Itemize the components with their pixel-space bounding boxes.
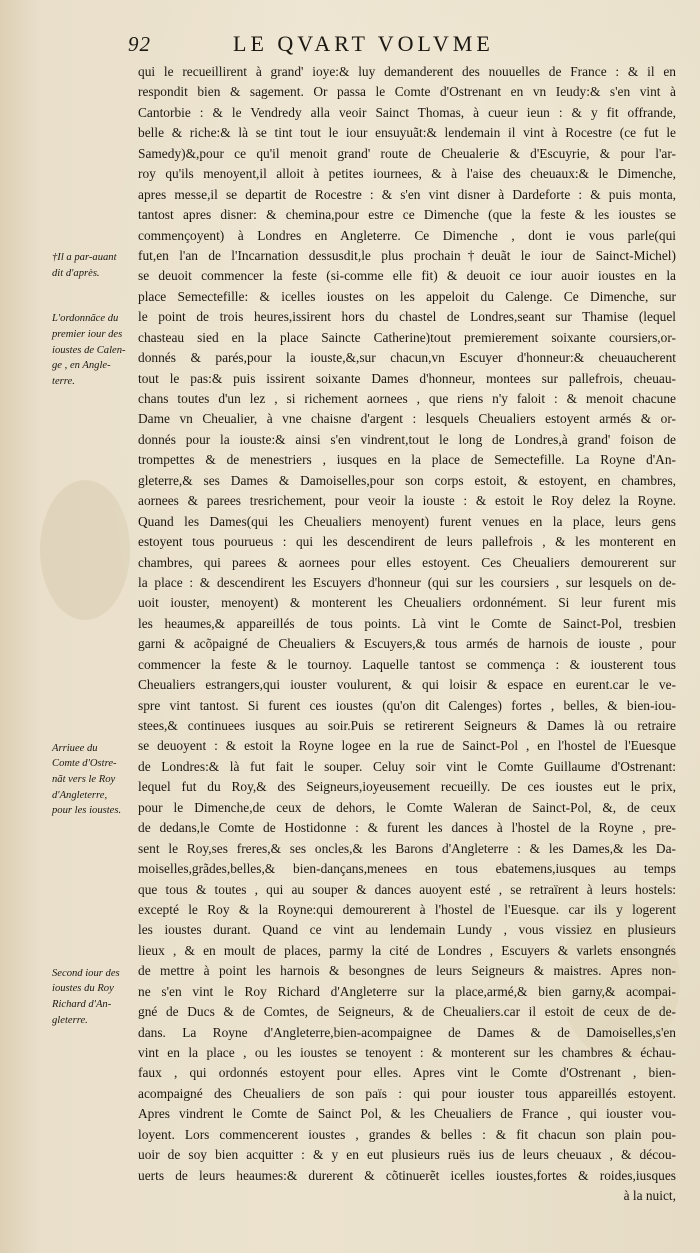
text-line: Samedy)&,pour ce qu'il menoit grand' route de Cheualerie & d'Escuyrie, & pour l'ar- <box>138 145 676 161</box>
text-line: la place : & descendirent les Escuyers d'honneur (qui sur les coursiers , sur lesquels on de- <box>138 574 676 590</box>
text-line: Dame vn Cheualier, à vne chaisne d'argent : lesquels Cheualiers estoyent armés & or- <box>138 411 676 427</box>
margin-note-line: premier iour des <box>52 328 123 340</box>
margin-note-line: nãt vers le Roy <box>52 774 116 786</box>
text-line: acompaigné des Cheualiers de son païs : qui pour iouster tous appareillés estoyent. <box>138 1085 676 1101</box>
margin-note-line: †Il a par-auant <box>52 252 117 264</box>
text-line: pour le Dimenche,de ceux de dehors, le Comte Waleran de Sainct-Pol, &, de ceux <box>138 799 676 815</box>
text-line: chasteau sied en la place Saincte Catherine)tout premierement soixante coursiers,or- <box>138 329 676 345</box>
text-line: à la nuict, <box>623 1188 676 1204</box>
page-header <box>118 32 688 58</box>
text-line: gné de Ducs & de Comtes, de Seigneurs, & de Cheualiers.car il estoit de ceux de de- <box>138 1004 676 1020</box>
text-line: Quand les Dames(qui les Cheualiers menoyent) furent venues en la place, leurs gens <box>138 513 676 529</box>
text-line: apres messe,il se departit de Rocestre : & s'en vint disner à Dardeforte : & puis monta, <box>138 186 676 202</box>
text-line: trompettes & de menestriers , iusques en la place de Semectefille. La Royne d'An- <box>138 452 676 468</box>
text-line: les heaumes,& appareillés de tous points. Là vint le Comte de Sainct-Pol, tresbien <box>138 615 676 631</box>
margin-note <box>52 741 136 819</box>
text-line: sent le Roy,ses freres,& ses oncles,& les Barons d'Angleterre : & les Dames,& les Da- <box>138 840 676 856</box>
paper-stain <box>40 480 130 620</box>
text-line: belle & riche:& là se tint tout le iour ensuyuãt:& lendemain il vint à Rocestre (ce fut le <box>138 125 676 141</box>
margin-note-line: Richard d'An- <box>52 998 112 1010</box>
text-line: vint en la place , ou les ioustes se tenoyent : & monterent sur les chambres & échau- <box>138 1045 676 1060</box>
text-line: donnés pour la iouste:& ainsi s'en vindrent,tout le long de Londres,à grand' foison de <box>138 431 676 447</box>
text-line: dans. La Royne d'Angleterre,bien-acompaignee de Dames & de Damoiselles,s'en <box>138 1024 676 1040</box>
text-line: commençoyent) à Londres en Angleterre. Ce Dimenche , dont ie vous parle(qui <box>138 227 676 243</box>
margin-note-line: dit d'après. <box>52 267 100 279</box>
text-line: qui le recueillirent à grand' ioye:& luy demanderent des nouuelles de France : & il en <box>138 64 676 79</box>
text-line: commencer la feste & le tournoy. Laquelle tantost se commença : & iousterent tous <box>138 656 676 672</box>
text-line: donnés & parés,pour la iouste,&,sur chacun,vn Escuyer d'honneur:& cheuaucherent <box>138 350 676 366</box>
text-line: aornees & parees tresrichement, pour veoir la iouste : & estoit le Roy delez la Royne. <box>138 493 676 509</box>
text-line: garni & acõpaigné de Cheualiers & Escuyers,& tous armés de harnois de iouste , pour <box>138 636 676 652</box>
text-line: excepté le Roy & la Royne:qui demourerent à l'hostel de l'Euesque. car ils y logerent <box>138 901 676 917</box>
text-line: Cheualiers estrangers,qui iouster voulurent, & qui loisir & espace en eurent.car le ve- <box>138 677 676 693</box>
margin-note-line: ioustes du Roy <box>52 983 114 995</box>
text-line: faux , qui ordonnés estoyent pour elles. Apres vint le Comte d'Ostrenant , bien- <box>138 1065 676 1081</box>
text-line: uoit iouster, menoyent) & monterent les Cheualiers ordonnément. Si leur furent mis <box>138 595 676 611</box>
margin-note-line: L'ordonnãce du <box>52 313 119 325</box>
text-line: de Londres:& là fut fait le souper. Celuy soir vint le Comte Guillaume d'Ostrenant: <box>138 758 676 774</box>
text-line: gleterre,& ses Dames & Damoiselles,pour son corps estoit, & estoyent, en chambres, <box>138 472 676 488</box>
text-line: spre vint tantost. Si furent ces ioustes (qu'on dit Calenges) fortes , belles, & bien-iou- <box>138 697 676 713</box>
text-line: ne s'en vint le Roy Richard d'Angleterre sur la place,armé,& bien garny,& acompai- <box>138 983 676 999</box>
text-line: de dedans,le Comte de Hostidonne : & furent les dances à l'hostel de la Royne , pre- <box>138 820 676 836</box>
text-line: de mettre à point les harnois & besongnes de leurs Seigneurs & maistres. Apres non- <box>138 963 676 979</box>
margin-note-line: Comte d'Ostre- <box>52 758 117 770</box>
text-line: que tous & toutes , qui au souper & dances auoyent esté , se retraïrent à leurs hostels: <box>138 881 676 897</box>
text-line: fut,en l'an de l'Incarnation dessusdit,le plus prochain†deuãt le iour de Sainct-Michel) <box>138 247 676 263</box>
margin-note-line: terre. <box>52 375 75 387</box>
main-text-column <box>138 62 676 1207</box>
page-number: 92 <box>128 32 151 56</box>
text-line: chans toutes d'un lez , si richement aornees , que riens n'y faloit : & menoit chacune <box>138 391 676 406</box>
margin-note-line: ge , en Angle- <box>52 360 111 372</box>
text-line: se deuoit commencer la feste (si-comme elle fit) & deuoit ce iour auoir ioustes en la <box>138 268 676 284</box>
text-line: loyent. Lors commencerent ioustes , grandes & belles : & fit chacun son plain pou- <box>138 1126 676 1142</box>
text-line: estoyent tous pourueus : qui les descendirent de leurs pallefrois , & les monterent en <box>138 534 676 550</box>
text-line: uoir de soy bien acquitter : & y en eut plusieurs ruës ius de leurs cheuaux , & décou- <box>138 1147 676 1163</box>
text-line: uerts de leurs heaumes:& durerent & cõtinuerẽt icelles ioustes,fortes & roides,iusques <box>138 1167 676 1183</box>
margin-note <box>52 966 136 1028</box>
text-line: le point de trois heures,issirent hors du chastel de Londres,seant sur Thamise (lequel <box>138 309 676 325</box>
text-line: tout le pas:& puis issirent soixante Dames d'honneur, montees sur pallefrois, cheuau- <box>138 370 676 386</box>
margin-note-line: ioustes de Calen- <box>52 344 126 356</box>
margin-note-line: pour les ioustes. <box>52 805 122 817</box>
text-line: respondit bien & sagement. Or passa le Comte d'Ostrenant en vn Ieudy:& s'en vint à <box>138 84 676 100</box>
text-line: Apres vindrent le Comte de Sainct Pol, & les Cheualiers de France , qui iouster vou- <box>138 1106 676 1122</box>
text-line: lieux , & en moult de places, parmy la cité de Londres , Escuyers & varlets ensongnés <box>138 942 676 958</box>
margin-note-line: gleterre. <box>52 1014 88 1026</box>
margin-note-line: Arriuee du <box>52 742 98 754</box>
text-line: les ioustes durant. Quand ce vint au lendemain Lundy , vous vissiez en plusieurs <box>138 922 676 938</box>
text-line: lequel fut du Roy,& des Seigneurs,ioyeusement recueilly. De ces ioustes eut le prix, <box>138 779 676 795</box>
margin-note <box>52 250 136 281</box>
text-line: tantost apres disner: & chemina,pour estre ce Dimenche (que la feste & les ioustes se <box>138 207 676 223</box>
text-line: chambres, qui parees & aornees pour elles estoyent. Ces Cheualiers demourerent sur <box>138 554 676 570</box>
running-title: LE QVART VOLVME <box>233 31 494 56</box>
margin-note-line: Second iour des <box>52 967 120 979</box>
text-line: roy qu'ils menoyent,il alloit à petites iournees, & à l'aise des cheuaux:& le Dimenche, <box>138 166 676 182</box>
margin-note <box>52 311 136 389</box>
text-line: place Semectefille: & icelles ioustes on les appeloit du Calenge. Ce Dimenche, sur <box>138 288 676 304</box>
margin-note-line: d'Angleterre, <box>52 789 108 801</box>
text-line: stees,& continuees iusques au soir.Puis se retirerent Seigneurs & Dames là ou retraire <box>138 718 676 733</box>
text-line: Cantorbie : & le Vendredy alla veoir Sainct Thomas, à cueur ieun : & y fit offrande, <box>138 104 676 120</box>
text-line: moiselles,grãdes,belles,& bien-dançans,menees en tous ebatemens,iusques au temps <box>138 861 676 877</box>
text-line: se deuoyent : & estoit la Royne logee en la rue de Sainct-Pol , en l'hostel de l'Euesque <box>138 738 676 754</box>
